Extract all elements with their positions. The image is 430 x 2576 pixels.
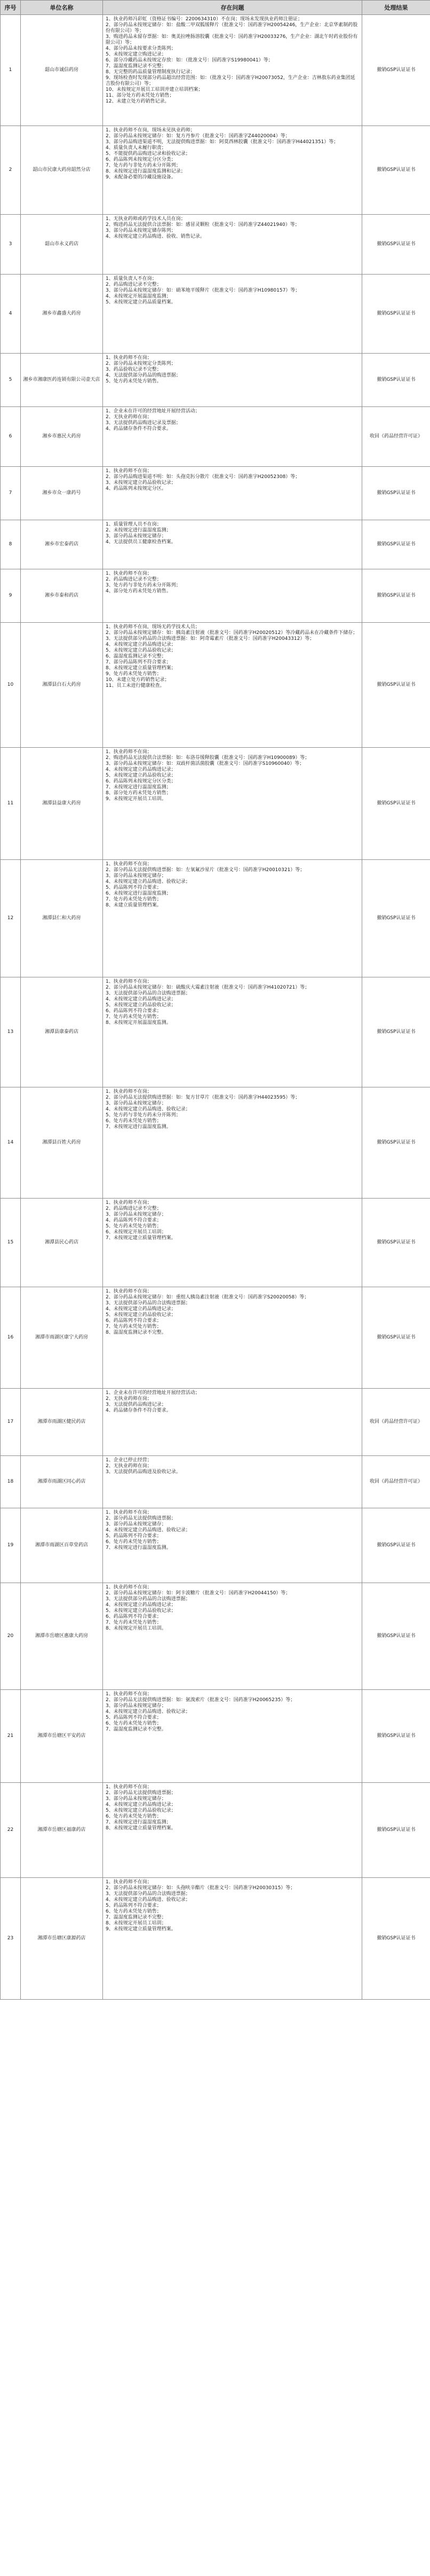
issue-item: 3、部分药品未按规定储存； [106,1796,166,1802]
table-row [1,1583,430,1690]
row-number: 4 [1,275,21,354]
issues-cell [103,748,362,860]
issue-item: 2、部分药品未按规定储存：如：盐酸二甲双胍缓释片（批准文号：国药准字H20054246，生产企业：北京华素制药股份有限公司）等； [106,22,358,34]
table-row [1,860,430,977]
issue-item: 3、未按规定建立药品验收记录； [106,480,176,486]
table-body [1,15,430,2000]
issue-item: 4、部分处方药未凭处方销售。 [106,589,171,594]
issues-cell [103,860,362,977]
issues-cell [103,569,362,623]
issue-item: 2、无执业药师在岗； [106,1463,152,1469]
unit-name: 湘乡市宏泰药店 [21,520,103,569]
issue-item: 4、未按规定建立药品购进记录； [106,1802,176,1807]
table-row [1,569,430,623]
issue-item: 4、药品储存条件不符合要求。 [106,426,171,432]
issue-item: 3、无法提供部分药品的合法购进票据； [106,991,190,996]
issue-item: 1、执业药师不在岗； [106,571,152,576]
issues-cell [103,126,362,215]
result-cell: 撤销GSP认证证书 [362,215,430,275]
unit-name: 湘乡市湘康医药连锁有限公司壶天店 [21,354,103,407]
issue-item: 1、执业药师不在岗； [106,1200,152,1205]
issue-item: 5、药品陈列不符合要求； [106,1533,162,1539]
result-cell: 撤销GSP认证证书 [362,1199,430,1287]
issue-item: 6、药品陈列未按规定分区分类； [106,779,176,784]
issues-cell [103,1087,362,1199]
issue-item: 7、未按规定进行温湿度监测。 [106,1124,171,1130]
issue-item: 5、不能提供药品购进记录和验收记录； [106,151,190,156]
unit-name: 韶山市永义药店 [21,215,103,275]
issue-item: 1、执业药师不在岗，现场无药学技术人员； [106,624,200,630]
issue-item: 1、质量管理人员不在岗； [106,522,162,527]
issue-item: 4、部分药品未按要求分类陈列； [106,46,176,51]
unit-name: 湘潭县百姓大药房 [21,1087,103,1199]
header-result: 处理结果 [362,1,430,15]
issue-item: 11、部分处方药未凭处方销售； [106,93,174,98]
issue-item: 11、员工未进行健康检查。 [106,683,165,688]
unit-name: 湘潭市雨湖区百草堂药店 [21,1508,103,1583]
row-number: 20 [1,1583,21,1690]
row-number: 3 [1,215,21,275]
result-cell: 撤销GSP认证证书 [362,126,430,215]
issue-item: 2、部分药品未按规定储存：如：胰岛素注射液（批准文号：国药准字H20020512）等冷藏药品未在冷藏条件下储存； [106,630,358,636]
table-row [1,354,430,407]
unit-name: 湘乡市鑫盛大药房 [21,275,103,354]
issue-item: 2、部分药品未按规定储存：如：头孢呋辛酯片（批准文号：国药准字H20030315）等； [106,1885,296,1891]
issue-item: 8、未按规定开展温湿度监测。 [106,1020,171,1025]
issue-item: 3、部分药品未按规定储存； [106,1703,166,1709]
issues-cell [103,1783,362,1878]
unit-name: 湘乡市众一康药号 [21,467,103,520]
issue-item: 3、部分药品未按规定储存； [106,1212,166,1217]
issue-item: 4、未按规定建立药品购进记录； [106,1602,176,1608]
issue-item: 2、部分药品无法提供购进票据：如：左氧氟沙星片（批准文号：国药准字H20010321）等； [106,867,305,873]
issue-item: 3、药品验收记录不完整； [106,367,162,372]
issues-cell [103,1878,362,2000]
issue-item: 3、无法提供药品购进记录； [106,1402,166,1407]
issue-item: 3、部分药品未按规定储存； [106,534,166,539]
result-cell: 撤销GSP认证证书 [362,467,430,520]
issues-cell [103,1508,362,1583]
issue-item: 2、无执业药师在岗； [106,1396,152,1401]
row-number: 16 [1,1287,21,1389]
issue-item: 3、处方药与非处方药未分开陈列； [106,583,181,588]
table-row [1,1087,430,1199]
issue-item: 1、执业药师不在岗； [106,979,152,984]
issue-item: 2、药品购进记录不完整； [106,577,162,582]
issue-item: 4、药品陈列未按规定分区。 [106,486,166,491]
issue-item: 6、药品陈列不符合要求； [106,1614,162,1619]
unit-name: 湘潭市雨湖区康宁大药房 [21,1287,103,1389]
issues-cell [103,1287,362,1389]
issue-item: 3、部分药品未按规定储存：如：硝苯地平缓释片（批准文号：国药准字H10980157）等； [106,288,300,293]
issue-item: 6、药品陈列未按规定分区分类； [106,157,176,162]
table-row [1,520,430,569]
issue-item: 4、未按规定建立药品购进记录； [106,767,176,772]
issue-item: 1、执业药师不在岗； [106,468,152,474]
table-row [1,1690,430,1783]
issue-item: 4、未按规定建立药品购进、验收、销售记录。 [106,234,205,239]
issue-item: 1、企业未在许可的经营地址开展经营活动； [106,1390,200,1396]
issue-item: 4、无法提供员工健康检查档案。 [106,539,176,545]
issue-item: 4、未按规定建立药品购进、验收记录； [106,1107,190,1112]
issue-item: 1、企业未在许可的经营地址开展经营活动； [106,409,200,414]
issues-cell [103,354,362,407]
issue-item: 2、部分药品未按规定储存：如：阿卡波糖片（批准文号：国药准字H20044150）等； [106,1591,291,1596]
table-row [1,623,430,748]
issue-item: 7、处方药未凭处方销售； [106,1014,162,1020]
row-number: 11 [1,748,21,860]
issue-item: 6、药品陈列不符合要求； [106,1008,162,1014]
issue-item: 7、处方药与非处方药未分开陈列； [106,163,181,168]
issue-item: 2、部分药品未按规定储存：如：复方丹参片（批准文号：国药准字Z44020004）等； [106,134,290,139]
issue-item: 1、无执业药师或药学技术人员在岗； [106,216,186,222]
issues-cell [103,520,362,569]
issue-item: 3、无法提供部分药品的合法购进票据：如：阿奇霉素片（批准文号：国药准字H20043312）等； [106,636,315,641]
issue-item: 5、未按规定建立药品质量档案。 [106,300,176,305]
issue-item: 3、部分药品未按规定储存：如：双歧杆菌活菌胶囊（批准文号：国药准字S10960040）等； [106,761,305,766]
header-issues: 存在问题 [103,1,362,15]
table-row [1,215,430,275]
issue-item: 9、未按规定开展员工培训。 [106,796,166,802]
issue-item: 2、购进药品无法提供合法票据：如：布洛芬缓释胶囊（批准文号：国药准字H10900089）等； [106,755,310,761]
issue-item: 3、无法提供药品购进及验收记录。 [106,1469,181,1475]
result-cell: 撤销GSP认证证书 [362,275,430,354]
issue-item: 7、温湿度监测记录不完整； [106,64,166,69]
result-cell: 撤销GSP认证证书 [362,1783,430,1878]
issue-item: 5、未按规定建立药品验收记录； [106,1312,176,1318]
issue-item: 8、温湿度监测记录不完整。 [106,1330,166,1335]
issue-item: 8、未按规定建立质量管理档案。 [106,1826,176,1831]
issues-cell [103,977,362,1087]
issue-item: 1、执业药师冯彩虹（资格证书编号：2200634310）不在岗；现场未发现执业药师注册证； [106,17,302,22]
row-number: 17 [1,1389,21,1456]
header-no: 序号 [1,1,21,15]
issue-item: 5、药品陈列不符合要求； [106,885,162,890]
issue-item: 3、无法提供部分药品的合法购进票据； [106,1891,190,1897]
result-cell: 撤销GSP认证证书 [362,569,430,623]
table-row [1,977,430,1087]
issue-item: 5、未按规定建立药品验收记录； [106,648,176,653]
issue-item: 3、无法提供部分药品的合法购进票据； [106,1596,190,1602]
issue-item: 1、质量负责人不在岗； [106,276,157,281]
result-cell: 撤销GSP认证证书 [362,15,430,126]
row-number: 2 [1,126,21,215]
issue-item: 6、处方药未凭处方销售； [106,1539,162,1545]
row-number: 23 [1,1878,21,2000]
table-row [1,748,430,860]
issue-item: 6、处方药未凭处方销售； [106,1721,162,1726]
issue-item: 4、药品储存条件不符合要求。 [106,1408,171,1413]
issues-cell [103,623,362,748]
issues-cell [103,1690,362,1783]
header-unit: 单位名称 [21,1,103,15]
issue-item: 2、无执业药师在岗； [106,414,152,420]
issue-item: 2、部分药品无法提供购进票据； [106,1516,176,1521]
issues-cell [103,467,362,520]
issue-item: 8、未按规定建立质量管理档案； [106,665,176,671]
issue-item: 1、执业药师不在岗； [106,1289,152,1294]
issue-item: 7、处方药未凭处方销售； [106,1324,162,1329]
issue-item: 1、执业药师不在岗； [106,355,152,361]
issue-item: 8、未按规定开展员工培训； [106,1921,166,1926]
issue-item: 7、部分药品陈列不符合要求； [106,660,171,665]
issue-item: 6、处方药未凭处方销售； [106,1909,162,1914]
issue-item: 6、未按规定进行温湿度监测； [106,891,171,896]
issue-item: 3、无法提供药品购进记录及票据； [106,420,181,426]
issue-item: 1、执业药师不在岗； [106,1089,152,1094]
issue-item: 5、未按规定建立药品验收记录； [106,773,176,778]
row-number: 8 [1,520,21,569]
row-number: 9 [1,569,21,623]
issue-item: 5、药品陈列不符合要求； [106,1903,162,1908]
issue-item: 1、企业已停止经营； [106,1458,152,1463]
issue-item: 5、未按规定建立购进记录； [106,52,166,57]
issue-item: 1、执业药师不在岗； [106,749,152,755]
table-row [1,275,430,354]
table-row [1,1456,430,1508]
result-cell: 收回《药品经营许可证》 [362,1456,430,1508]
issue-item: 8、未建立质量管理档案。 [106,903,162,908]
unit-name: 湘潭县仁和大药房 [21,860,103,977]
row-number: 5 [1,354,21,407]
result-cell: 收回《药品经营许可证》 [362,1389,430,1456]
unit-name: 湘潭市岳塘区平安药店 [21,1690,103,1783]
issue-item: 9、未配备必要的冷藏设施设备。 [106,175,176,180]
issue-item: 3、购进药品未留存票据：如：奥美拉唑肠溶胶囊（批准文号：国药准字H20033276，生产企业：湖北午时药业股份有限公司）等； [106,34,358,45]
unit-name: 湘潭县白石大药房 [21,623,103,748]
issue-item: 2、部分药品未按规定分类陈列； [106,361,176,366]
issue-item: 2、药品购进记录不完整； [106,1206,162,1211]
issue-item: 6、处方药未凭处方销售； [106,1118,162,1124]
table-row [1,1199,430,1287]
issue-item: 1、执业药师不在岗； [106,1585,152,1590]
issue-item: 2、药品购进记录不完整； [106,282,162,287]
result-cell: 撤销GSP认证证书 [362,623,430,748]
issue-item: 4、药品陈列不符合要求； [106,1218,162,1223]
row-number: 18 [1,1456,21,1508]
issue-item: 4、未按规定建立药品购进、验收记录； [106,879,190,884]
table-row [1,15,430,126]
row-number: 22 [1,1783,21,1878]
table-row [1,467,430,520]
result-cell: 撤销GSP认证证书 [362,1878,430,2000]
issue-item: 8、未按规定开展员工培训。 [106,1626,166,1631]
issue-item: 3、部分药品未按规定储存； [106,1522,166,1527]
unit-name: 湘潭市雨湖区同心药店 [21,1456,103,1508]
issue-item: 5、未按规定建立药品验收记录； [106,1608,176,1614]
issue-item: 3、无法提供部分药品的合法购进票据； [106,1301,190,1306]
table-header-row [1,1,430,15]
issue-item: 5、药品陈列不符合要求； [106,1715,162,1720]
issue-item: 5、处方药与非处方药未分开陈列； [106,1113,181,1118]
issue-item: 3、部分药品未按规定储存陈列； [106,228,176,233]
issue-item: 8、未按规定进行温湿度监测和记录； [106,169,186,174]
issue-item: 1、执业药师不在岗，现场未见执业药师； [106,128,195,133]
issue-item: 9、处方药未凭处方销售； [106,671,162,677]
unit-name: 湘潭县民心药店 [21,1199,103,1287]
unit-name: 湘潭县康泰药店 [21,977,103,1087]
row-number: 19 [1,1508,21,1583]
issue-item: 4、未按规定建立药品购进、验收记录； [106,1897,190,1902]
unit-name: 湘潭市岳塘区福康药店 [21,1783,103,1878]
result-cell: 撤销GSP认证证书 [362,1087,430,1199]
issues-cell [103,1456,362,1508]
issue-item: 6、药品陈列不符合要求； [106,1318,162,1324]
unit-name: 湘潭县益康大药房 [21,748,103,860]
issue-item: 5、处方药未凭处方销售。 [106,379,162,384]
row-number: 14 [1,1087,21,1199]
result-cell: 撤销GSP认证证书 [362,1583,430,1690]
issue-item: 4、未按规定建立药品购进记录； [106,1306,176,1312]
issue-item: 5、处方药未凭处方销售； [106,1224,162,1229]
issues-cell [103,1199,362,1287]
issue-item: 7、未按规定建立质量管理档案。 [106,1235,176,1241]
row-number: 12 [1,860,21,977]
issue-item: 6、处方药未凭处方销售； [106,1814,162,1819]
table-row [1,1287,430,1389]
issue-item: 10、未建立处方药销售记录； [106,677,170,683]
issue-item: 8、无完整的药品质量管理制度执行记录； [106,69,195,75]
result-cell: 撤销GSP认证证书 [362,1508,430,1583]
issue-item: 1、执业药师不在岗； [106,1784,152,1790]
issue-item: 9、未按规定建立质量管理档案。 [106,1927,176,1932]
issue-item: 7、温湿度监测记录不完整。 [106,1727,166,1732]
issue-item: 7、处方药未凭处方销售； [106,897,162,902]
issues-cell [103,215,362,275]
issue-item: 2、购进药品无法提供合法票据：如：感冒灵颗粒（批准文号：国药准字Z44021940）等； [106,222,300,228]
issue-item: 6、部分冷藏药品未按规定存放：如：（批准文号：国药准字S19980041）等； [106,58,273,63]
result-cell: 撤销GSP认证证书 [362,977,430,1087]
issue-item: 7、未按规定进行温湿度监测； [106,1820,171,1825]
issues-cell [103,275,362,354]
issue-item: 4、未按规定建立药品购进、验收记录； [106,1709,190,1714]
table-row [1,1389,430,1456]
row-number: 1 [1,15,21,126]
issue-item: 2、部分药品未按规定储存：如：硫酸庆大霉素注射液（批准文号：国药准字H41020721）等； [106,985,310,990]
result-cell: 撤销GSP认证证书 [362,748,430,860]
row-number: 7 [1,467,21,520]
issue-item: 3、部分药品购进渠道不明，无法提供购进票据：如：阿莫西林胶囊（批准文号：国药准字H44021351）等； [106,139,339,145]
row-number: 15 [1,1199,21,1287]
issue-item: 2、部分药品购进渠道不明：如：头孢克肟分散片（批准文号：国药准字H20052308）等； [106,474,300,480]
issue-item: 2、部分药品无法提供购进票据； [106,1790,176,1796]
table-row [1,407,430,467]
issue-item: 8、部分处方药未凭处方销售； [106,790,171,796]
issue-item: 1、执业药师不在岗； [106,1880,152,1885]
row-number: 6 [1,407,21,467]
issue-item: 5、未按规定建立药品验收记录； [106,1808,176,1813]
issue-item: 9、现场检查时发现部分药品超出经营范围：如：（批准文号：国药准字H20073052，生产企业：吉林敖东药业集团延吉股份有限公司）等； [106,75,355,87]
result-cell: 收回《药品经营许可证》 [362,407,430,467]
row-number: 10 [1,623,21,748]
issue-item: 7、温湿度监测记录不完整； [106,1915,166,1920]
issues-cell [103,1583,362,1690]
row-number: 21 [1,1690,21,1783]
result-cell: 撤销GSP认证证书 [362,1287,430,1389]
result-cell: 撤销GSP认证证书 [362,1690,430,1783]
issue-item: 1、执业药师不在岗； [106,1510,152,1515]
table-row [1,1783,430,1878]
issue-item: 3、部分药品未按规定储存； [106,873,166,879]
result-cell: 撤销GSP认证证书 [362,860,430,977]
unit-name: 湘潭市岳塘区惠康大药房 [21,1583,103,1690]
issue-item: 7、未按规定进行温湿度监测。 [106,1545,171,1551]
issue-item: 4、未按规定建立药品购进记录； [106,642,176,647]
issue-item: 12、未建立处方药销售记录。 [106,99,170,104]
issues-cell [103,1389,362,1456]
issue-item: 2、部分药品未按规定储存：如：重组人胰岛素注射液（批准文号：国药准字S20020058）等； [106,1295,309,1300]
result-cell: 撤销GSP认证证书 [362,520,430,569]
issue-item: 1、执业药师不在岗； [106,862,152,867]
row-number: 13 [1,977,21,1087]
table-row [1,1508,430,1583]
issue-item: 6、温湿度监测记录不完整； [106,654,166,659]
issue-item: 4、未按规定建立药品购进记录； [106,997,176,1002]
issues-cell [103,15,362,126]
issue-item: 10、未按规定开展员工培训并建立培训档案； [106,87,203,92]
issue-item: 3、部分药品未按规定储存； [106,1101,166,1106]
issue-item: 5、未按规定建立药品验收记录； [106,1003,176,1008]
issue-item: 7、未按规定进行温湿度监测； [106,785,171,790]
issue-item: 7、处方药未凭处方销售； [106,1620,162,1625]
unit-name: 湘乡市泰和药店 [21,569,103,623]
unit-name: 韶山市民康大药房韶然分店 [21,126,103,215]
issues-cell [103,407,362,467]
issue-item: 4、无法提供部分药品的购进票据； [106,373,181,378]
unit-name: 湘潭市岳塘区康源药店 [21,1878,103,2000]
issue-item: 4、未按规定开展温湿度监测； [106,294,171,299]
unit-name: 湘乡市惠民大药房 [21,407,103,467]
table-row [1,1878,430,2000]
issue-item: 2、部分药品无法提供购进票据：如：氨溴索片（批准文号：国药准字H20065235）等； [106,1697,296,1703]
issue-item: 4、未按规定建立药品购进、验收记录； [106,1528,190,1533]
unit-name: 湘潭市雨湖区健民药店 [21,1389,103,1456]
result-cell: 撤销GSP认证证书 [362,354,430,407]
issue-item: 2、未按规定进行温湿度监测； [106,528,171,533]
issue-item: 4、质量负责人未履行职责； [106,145,166,151]
issue-item: 1、执业药师不在岗； [106,1692,152,1697]
issue-item: 2、部分药品无法提供购进票据：如：复方甘草片（批准文号：国药准字H44023595）等； [106,1095,300,1100]
unit-name: 韶山市诚信药房 [21,15,103,126]
issue-item: 6、未按规定开展员工培训； [106,1230,166,1235]
table-row [1,126,430,215]
